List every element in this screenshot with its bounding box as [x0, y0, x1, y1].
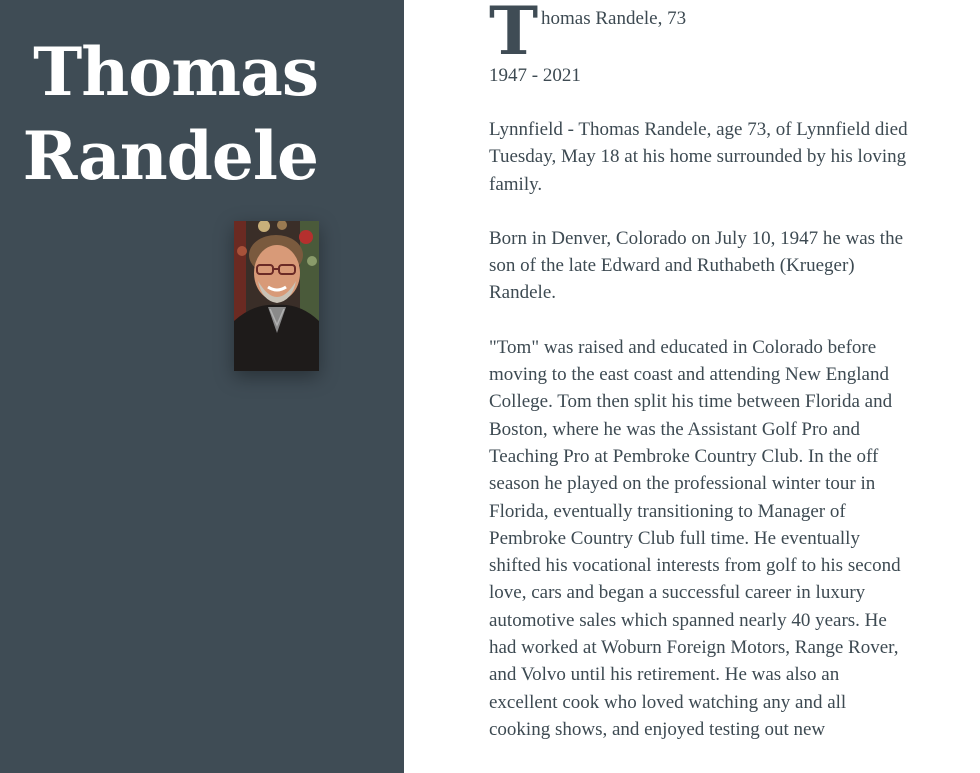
obituary-paragraph-2: Born in Denver, Colorado on July 10, 1947 he was the son of the late Edward and Ruthabeth (Krueger) Randele.	[489, 227, 904, 304]
profile-sidebar	[0, 0, 404, 773]
deceased-name-heading	[23, 30, 318, 198]
obituary-paragraph-3: "Tom" was raised and educated in Colorado before moving to the east coast and attending New England College. Tom then split his time between Florida and Boston, where he was the Assistant Golf Pro and Teaching Pro at Pembroke Country Club. In the off season he played on the professional winter tour in Florida, eventually transitioning to Manager of Pembroke Country Club full time. He eventually shifted his vocational interests from golf to his second love, cars and began a successful career in luxury automotive sales which spanned nearly 40 years. He had worked at Woburn Foreign Motors, Range Rover, and Volvo until his retirement. He was also an excellent cook who loved watching any and all cooking shows, and enjoyed testing out new	[489, 336, 901, 740]
title-text: homas Randele, 73	[541, 8, 687, 29]
name-last: Randele	[22, 117, 318, 195]
life-years: 1947 - 2021	[489, 65, 581, 86]
portrait-photo	[234, 221, 319, 371]
obituary-paragraph-1: Lynnfield - Thomas Randele, age 73, of Lynnfield died Tuesday, May 18 at his home surrounded by his loving family.	[489, 119, 908, 195]
name-first: Thomas	[33, 33, 318, 111]
portrait-image	[234, 221, 319, 371]
obituary-content	[489, 0, 909, 773]
obituary-title	[489, 0, 909, 70]
drop-cap: T	[489, 0, 539, 70]
